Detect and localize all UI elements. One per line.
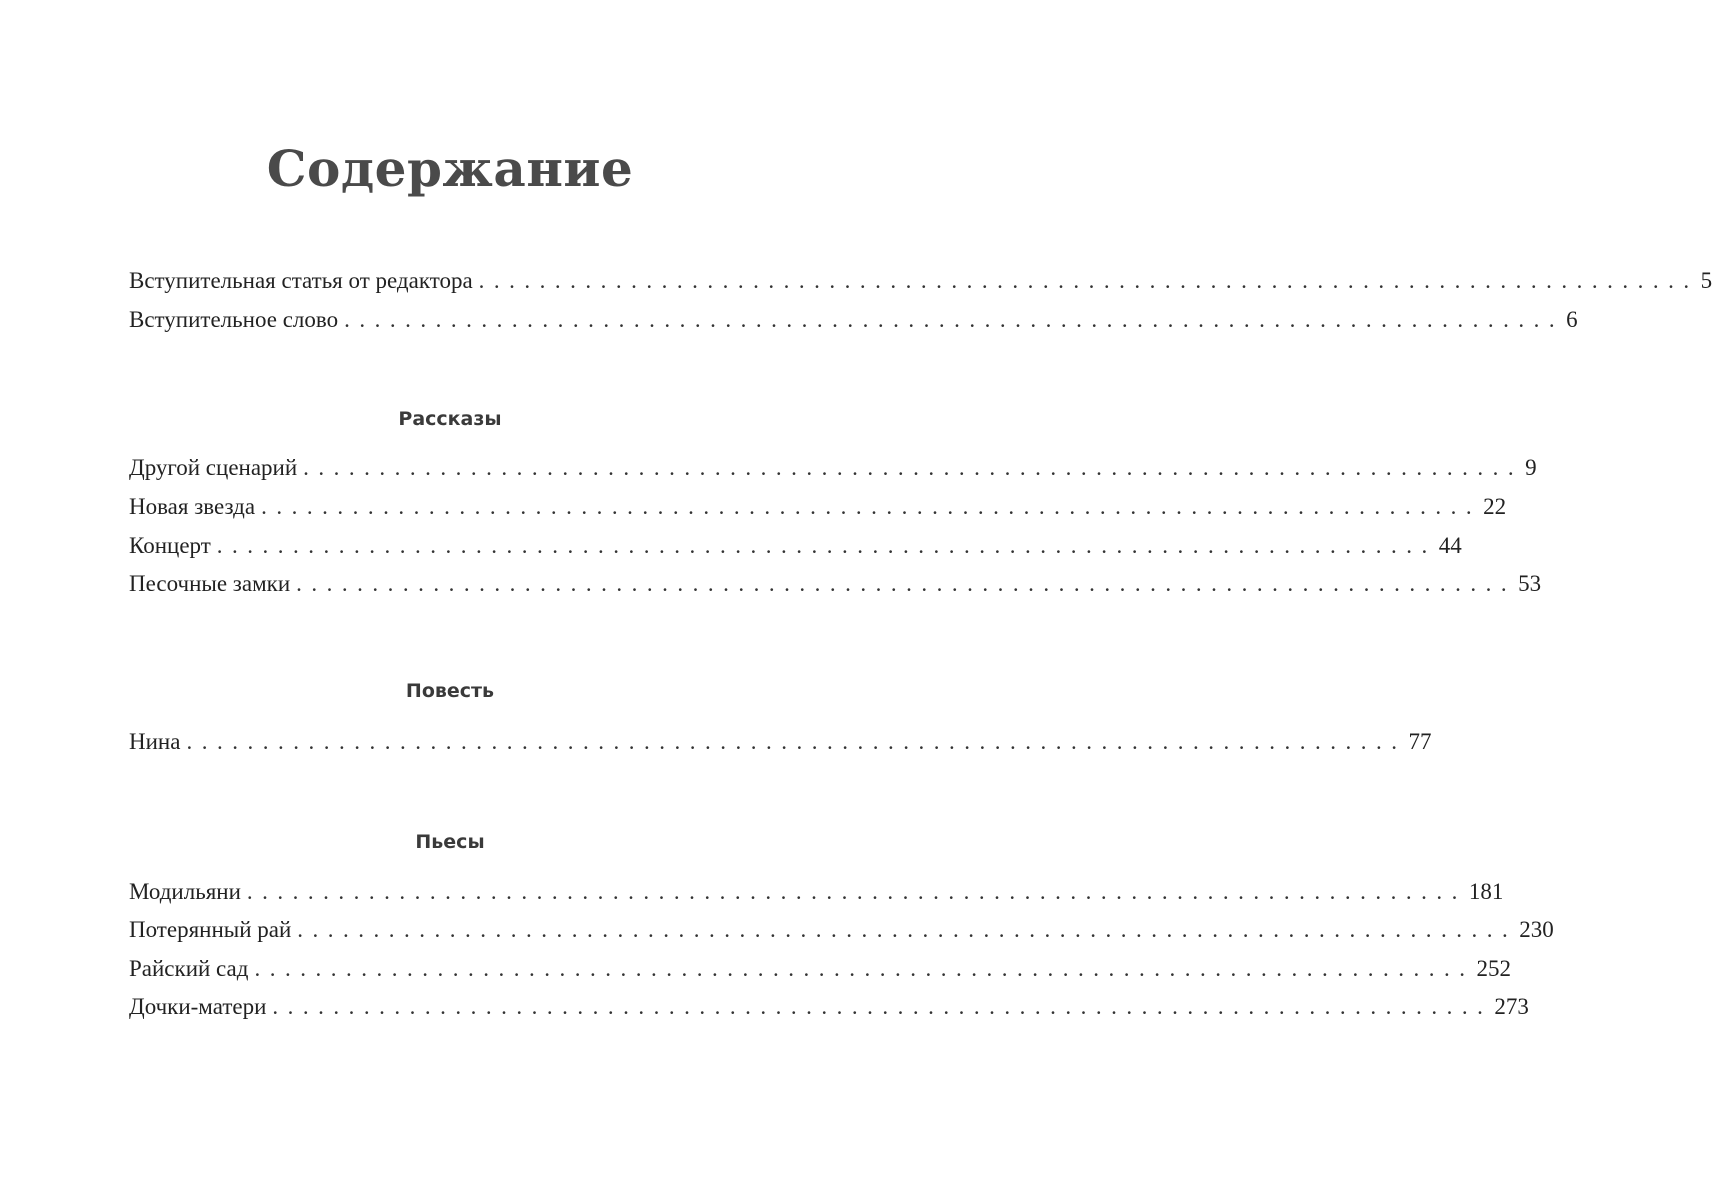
toc-entry-title: Песочные замки bbox=[129, 571, 291, 596]
toc-entry[interactable] bbox=[129, 877, 1504, 907]
section-heading-plays: Пьесы bbox=[415, 831, 485, 853]
toc-entry-title: Другой сценарий bbox=[129, 455, 298, 480]
toc-entry-page: 22 bbox=[1483, 494, 1507, 519]
section-heading-stories: Рассказы bbox=[398, 408, 502, 430]
dot-leader: ................................................................................ bbox=[216, 533, 1437, 558]
toc-entry-page: 181 bbox=[1468, 879, 1504, 904]
dot-leader: ................................................................................ bbox=[186, 729, 1407, 754]
dot-leader: ................................................................................ bbox=[296, 571, 1517, 596]
toc-entry-title: Вступительное слово bbox=[129, 307, 339, 332]
toc-entry[interactable] bbox=[129, 531, 1462, 561]
toc-entry-title: Вступительная статья от редактора bbox=[129, 268, 473, 293]
dot-leader: ................................................................................ bbox=[246, 879, 1467, 904]
toc-entry[interactable] bbox=[129, 954, 1511, 984]
toc-entry-title: Модильяни bbox=[129, 879, 241, 904]
toc-entry[interactable] bbox=[129, 915, 1554, 945]
dot-leader: ................................................................................ bbox=[272, 994, 1493, 1019]
dot-leader: ................................................................................ bbox=[303, 455, 1524, 480]
toc-entry-title: Новая звезда bbox=[129, 494, 256, 519]
toc-entry[interactable] bbox=[129, 992, 1529, 1022]
toc-entry-page: 44 bbox=[1438, 533, 1462, 558]
toc-entry-page: 5 bbox=[1700, 268, 1712, 293]
toc-entry[interactable] bbox=[129, 727, 1432, 757]
toc-entry-title: Потерянный рай bbox=[129, 917, 292, 942]
dot-leader: ................................................................................ bbox=[478, 268, 1699, 293]
toc-entry-page: 53 bbox=[1518, 571, 1542, 596]
toc-entry-page: 252 bbox=[1476, 956, 1511, 981]
toc-entry-intro-editor[interactable] bbox=[129, 266, 1712, 296]
toc-entry[interactable] bbox=[129, 569, 1542, 599]
page-title: Содержание bbox=[266, 139, 634, 198]
dot-leader: ................................................................................ bbox=[261, 494, 1482, 519]
dot-leader: ................................................................................ bbox=[254, 956, 1475, 981]
toc-entry-title: Концерт bbox=[129, 533, 211, 558]
toc-entry[interactable] bbox=[129, 492, 1507, 522]
toc-entry-title: Райский сад bbox=[129, 956, 249, 981]
dot-leader: ................................................................................ bbox=[344, 307, 1565, 332]
toc-entry-title: Нина bbox=[129, 729, 181, 754]
toc-entry-title: Дочки-матери bbox=[129, 994, 267, 1019]
toc-entry-page: 6 bbox=[1566, 307, 1578, 332]
toc-entry-page: 273 bbox=[1494, 994, 1529, 1019]
toc-entry-page: 77 bbox=[1408, 729, 1432, 754]
dot-leader: ................................................................................ bbox=[297, 917, 1518, 942]
toc-entry-intro-word[interactable] bbox=[129, 305, 1578, 335]
toc-entry-page: 9 bbox=[1525, 455, 1537, 480]
toc-entry[interactable] bbox=[129, 453, 1537, 483]
toc-entry-page: 230 bbox=[1519, 917, 1554, 942]
section-heading-novella: Повесть bbox=[405, 680, 495, 702]
